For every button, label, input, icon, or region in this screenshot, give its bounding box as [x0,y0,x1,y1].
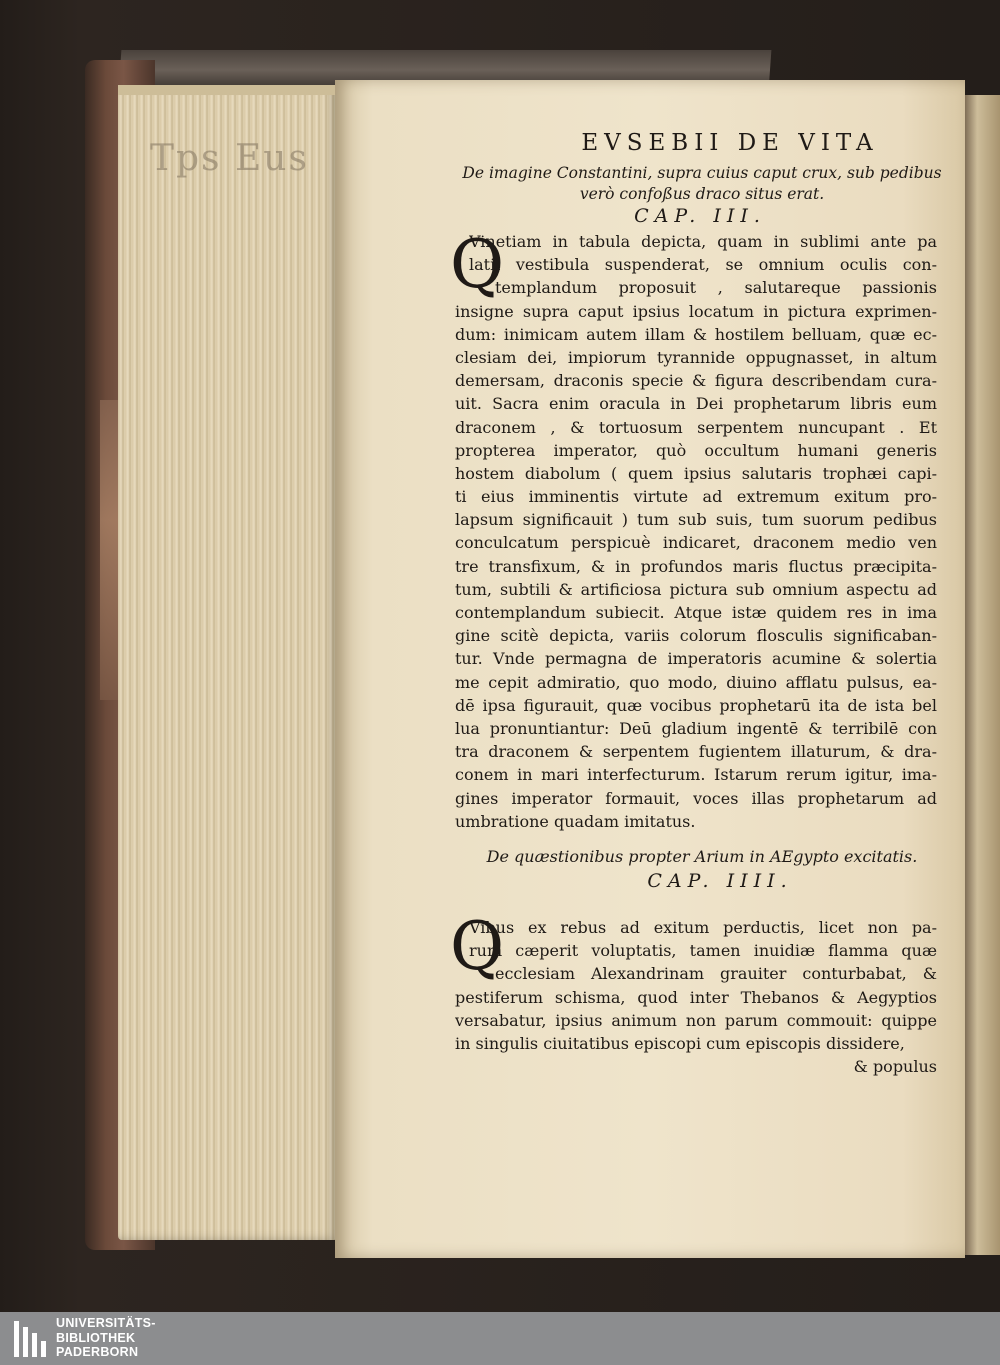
text-line: gine scitè depicta, variis colorum flosculis significaban- [455,626,937,646]
library-name-line: BIBLIOTHEK [56,1330,136,1345]
text-line: propterea imperator, quò occultum humani generis [455,440,937,460]
text-line: hostem diabolum ( quem ipsius salutaris trophæi capi- [455,463,937,483]
chapter-4-text [455,916,937,1055]
text-line: umbratione quadam imitatus. [455,811,696,831]
text-line: dē ipsa figurauit, quæ vocibus prophetarū ita de ista bel [455,695,937,715]
library-name-line: UNIVERSITÄTS- [56,1316,156,1330]
text-line: clesiam dei, impiorum tyrannide oppugnasset, in altum [455,347,937,367]
text-line: Vinetiam in tabula depicta, quam in sublimi ante pa [469,232,937,251]
text-line: templandum proposuit , salutareque passionis [495,278,937,298]
text-line: ti eius imminentis virtute ad extremum exitum pro- [455,487,937,507]
text-line: conem in mari interfecturum. Istarum rerum igitur, ima- [455,765,937,785]
text-line: Vibus ex rebus ad exitum perductis, licet non pa- [469,918,937,937]
library-name [56,1316,156,1360]
text-line: lapsum significauit ) tum sub suis, tum suorum pedibus [455,510,937,530]
spine-lettering: Tps Eus [150,138,309,179]
chapter-3-title-line: verò confoßus draco situs erat. [579,185,825,203]
chapter-4-title: De quæstionibus propter Arium in AEgypto excitatis. [486,847,918,866]
library-logo-icon [12,1317,48,1361]
running-head: EVSEBII DE VITA [581,130,879,156]
drop-capital: Q [450,226,505,303]
text-line: uit. Sacra enim oracula in Dei prophetarum libris eum [455,394,937,414]
text-line: tur. Vnde permagna de imperatoris acumine & solertia [455,649,937,669]
text-line: draconem , & tortuosum serpentem nuncupant . Et [455,417,937,437]
text-line: tra draconem & serpentem fugientem illaturum, & dra- [455,742,937,762]
text-line: lua pronuntiantur: Deū gladium ingentē & terribilē con [455,718,937,738]
text-line: ecclesiam Alexandrinam grauiter conturbabat, & [495,964,937,984]
page-edges [118,85,338,1240]
chapter-3-title [462,163,942,205]
facing-page-edge [962,95,1000,1255]
library-name-line: PADERBORN [56,1345,139,1359]
text-line: gines imperator formauit, voces illas prophetarum ad [455,788,937,808]
chapter-3-text [455,230,937,833]
text-line: me cepit admiratio, quo modo, diuino afflatu pulsus, ea- [455,672,937,692]
text-line: versabatur, ipsius animum non parum commouit: quippe [455,1010,937,1030]
chapter-3-number: CAP. III. [634,205,766,227]
page-edges-top [118,85,338,95]
text-line: pestiferum schisma, quod inter Thebanos & Aegyptios [455,987,937,1007]
text-line: conculcatum perspicuè indicaret, draconem medio ven [455,533,937,553]
text-line: latii vestibula suspenderat, se omnium oculis con- [469,255,937,275]
text-line: in singulis ciuitatibus episcopi cum episcopis dissidere, [455,1033,905,1053]
catchword: & populus [853,1057,937,1076]
chapter-3-title-line: De imagine Constantini, supra cuius caput crux, sub pedibus [462,164,942,182]
text-line: insigne supra caput ipsius locatum in pictura exprimen- [455,301,937,321]
text-line: tre transfixum, & in profundos maris fluctus præcipita- [455,556,937,576]
text-line: contemplandum subiecit. Atque istæ quidem res in ima [455,603,937,622]
catchword-block [455,1055,937,1078]
chapter-4-number: CAP. IIII. [647,870,793,892]
text-line: tum, subtili & artificiosa pictura sub omnium aspectu ad [455,579,937,599]
text-line: dum: inimicam autem illam & hostilem belluam, quæ ec- [455,324,937,344]
text-line: rum cæperit voluptatis, tamen inuidiæ flamma quæ [469,941,937,961]
text-line: demersam, draconis specie & figura describendam cura- [455,371,937,391]
drop-capital: Q [450,908,505,985]
